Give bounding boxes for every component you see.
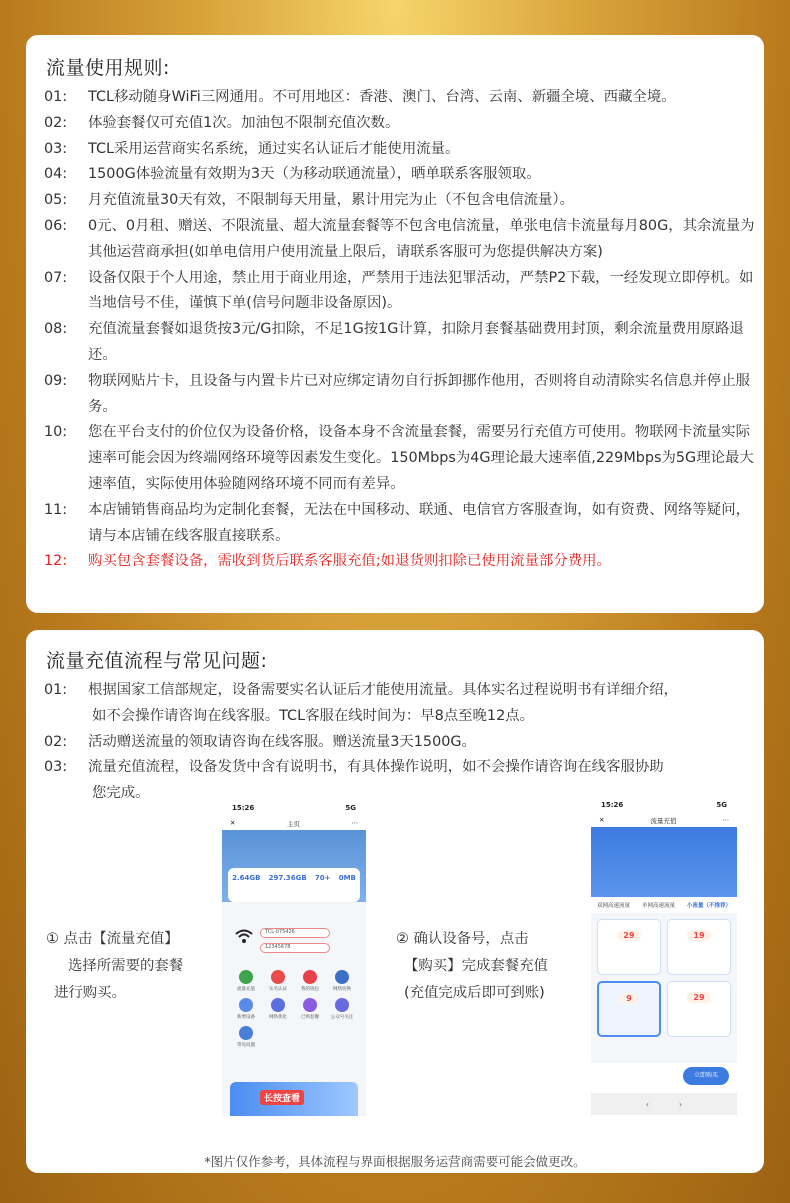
rule-item: 10: 您在平台支付的价位仅为设备价格，设备本身不含流量套餐，需要另行充值方可使用。物联网卡流量实际速率可能会因为终端网络环境等因素发生变化。150Mbps为4G理论最大速率值,229Mbps为5G理论最大速率值，实际使用体验随网络环境不同而有差异。 bbox=[44, 424, 754, 492]
rule-item: 03: TCL采用运营商实名系统，通过实名认证后才能使用流量。 bbox=[44, 140, 460, 157]
faq-item: 01: 根据国家工信部规定，设备需要实名认证后才能使用流量。具体实名过程说明书有详细介绍， 如不会操作请咨询在线客服。TCL客服在线时间为：早8点至晚12点。 bbox=[44, 682, 679, 724]
usage-rules-list bbox=[44, 85, 756, 575]
more-icon: ⋯ bbox=[722, 816, 729, 824]
faq-item: 02: 活动赠送流量的领取请咨询在线客服。赠送流量3天1500G。 bbox=[44, 733, 476, 750]
help-icon: 常见问题 bbox=[232, 1026, 260, 1048]
buy-button: 立即购买 bbox=[683, 1067, 729, 1085]
wallet-icon: 我的钱包 bbox=[296, 970, 324, 992]
back-icon: ‹ bbox=[645, 1099, 649, 1109]
package-tabs: 双网高速流量 单网高速流量 小流量（不推荐） bbox=[591, 897, 737, 913]
package-card: 19 bbox=[667, 919, 731, 975]
recharge-icon: 流量充值 bbox=[232, 970, 260, 992]
rule-item: 06: 0元、0月租、赠送、不限流量、超大流量套餐等不包含电信流量，单张电信卡流量每月80G，其余流量为其他运营商承担(如单电信用户使用流量上限后，请联系客服可为您提供解决方案) bbox=[44, 217, 755, 260]
rule-item: 09: 物联网贴片卡，且设备与内置卡片已对应绑定请勿自行拆卸挪作他用，否则将自动清除实名信息并停止服务。 bbox=[44, 372, 750, 415]
rule-item: 05: 月充值流量30天有效，不限制每天用量，累计用完为止（不包含电信流量）。 bbox=[44, 192, 575, 209]
usage-rules-title: 流量使用规则: bbox=[46, 57, 170, 79]
step-one-text: ① 点击【流量充值】 选择所需要的套餐 进行购买。 bbox=[46, 931, 184, 1001]
faq-list bbox=[44, 678, 756, 807]
disclaimer-note: *图片仅作参考，具体流程与界面根据服务运营商需要可能会做更改。 bbox=[204, 1154, 586, 1169]
add-device-icon: 新增设备 bbox=[232, 998, 260, 1020]
wifi-icon bbox=[234, 928, 254, 949]
promo-banner: 长按查看 bbox=[230, 1082, 358, 1116]
function-grid bbox=[232, 970, 356, 1048]
more-icon: ⋯ bbox=[351, 819, 358, 827]
rule-item: 11: 本店铺销售商品均为定制化套餐，无法在中国移动、联通、电信官方客服查询，如有资费、网络等疑问，请与本店铺在线客服直接联系。 bbox=[44, 501, 750, 544]
package-card: 29 bbox=[667, 981, 731, 1037]
package-icon: 已购套餐 bbox=[296, 998, 324, 1020]
wifi-password-field: 12345678 bbox=[260, 943, 330, 953]
rule-item: 04: 1500G体验流量有效期为3天（为移动联通流量），晒单联系客服领取。 bbox=[44, 166, 541, 183]
phone-screenshot-recharge: 15:26 5G ✕ 流量充值 ⋯ 双网高速流量 单网高速流量 小流量（不推荐） 29 19 9 29 立即购买 ‹ › bbox=[591, 797, 737, 1115]
optimize-icon: 网络优化 bbox=[264, 998, 292, 1020]
usage-rules-card bbox=[26, 35, 764, 613]
step-two-text: ② 确认设备号，点击 【购买】完成套餐充值 (充值完成后即可到账) bbox=[396, 931, 548, 1001]
rule-item: 02: 体验套餐仅可充值1次。加油包不限制充值次数。 bbox=[44, 114, 400, 131]
rule-item-warning: 12: 购买包含套餐设备，需收到货后联系客服充值;如退货则扣除已使用流量部分费用。 bbox=[44, 553, 611, 570]
forward-icon: › bbox=[679, 1099, 683, 1109]
realname-icon: 实名认证 bbox=[264, 970, 292, 992]
phone-screenshot-home: 15:26 5G ✕ 主页 ⋯ 2.64GB 297.36GB 70+ 0MB TCL-075426 12345678 流量充值 实名认证 我的钱包 网络切换 新增设备 网络优化 已购套餐 公众号关注 常见问题 长按查看 bbox=[222, 800, 366, 1116]
wifi-name-field: TCL-075426 bbox=[260, 928, 330, 938]
recharge-faq-card bbox=[26, 630, 764, 1173]
rule-item: 07: 设备仅限于个人用途，禁止用于商业用途，严禁用于违法犯罪活动，严禁P2下载，一经发现立即停机。如当地信号不佳，谨慎下单(信号问题非设备原因)。 bbox=[44, 269, 754, 312]
package-card-selected: 9 bbox=[597, 981, 661, 1037]
network-switch-icon: 网络切换 bbox=[328, 970, 356, 992]
rule-item: 08: 充值流量套餐如退货按3元/G扣除，不足1G按1G计算，扣除月套餐基础费用封顶，剩余流量费用原路退还。 bbox=[44, 321, 744, 363]
rule-item: 01: TCL移动随身WiFi三网通用。不可用地区：香港、澳门、台湾、云南、新疆全境、西藏全境。 bbox=[44, 89, 676, 105]
close-icon: ✕ bbox=[230, 819, 236, 827]
package-card: 29 bbox=[597, 919, 661, 975]
recharge-faq-title: 流量充值流程与常见问题: bbox=[46, 650, 268, 672]
close-icon: ✕ bbox=[599, 816, 605, 824]
package-grid bbox=[591, 913, 737, 1043]
faq-item: 03: 流量充值流程，设备发货中含有说明书，有具体操作说明，如不会操作请咨询在线客服协助 您完成。 bbox=[44, 759, 664, 802]
wechat-icon: 公众号关注 bbox=[328, 998, 356, 1020]
